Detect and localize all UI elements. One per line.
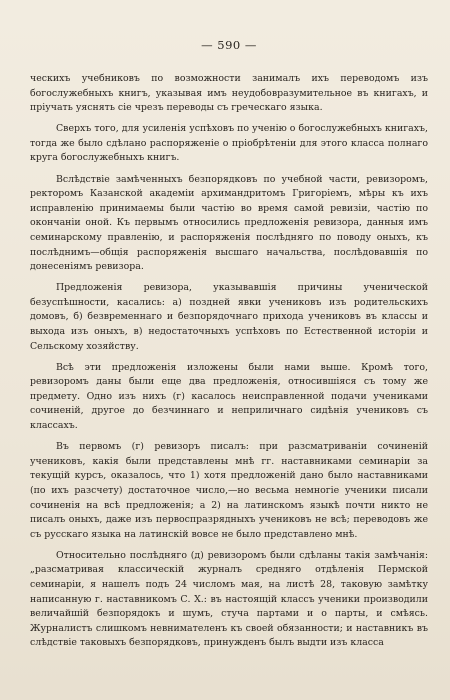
page-number: — 590 — [201,38,257,52]
body-text [30,72,428,651]
paragraph: Относительно послѣдняго (д) ревизоромъ были сдѣланы такія замѣчанія: „разсматривая классическій журналъ средняго отдѣленія Пермской семинаріи, я нашелъ подъ 24 числомъ мая, на листѣ 28, таковую замѣтку написанную г. наставникомъ С. Х.: въ настоящій классъ ученики производили величайшій безпорядокъ и шумъ, стуча партами и о парты, и смѣясь. Журналистъ слишкомъ невнимателенъ къ своей обязанности; и наставникъ въ слѣдствіе таковыхъ безпорядковъ, принужденъ былъ выдти изъ класса [30,549,428,649]
paragraph: Всѣ эти предложенія изложены были нами выше. Кромѣ того, ревизоромъ даны были еще два предложенія, относившіяся съ тому же предмету. Одно изъ нихъ (г) касалось неисправленной подачи учениками сочиненій, другое до безчиннаго и неприличнаго сидѣнія учениковъ съ классахъ. [30,361,428,432]
paragraph: ческихъ учебниковъ по возможности занималъ ихъ переводомъ изъ богослужебныхъ книгъ, указывая имъ неудобовразумительное въ книгахъ, и пріучать уяснять сіе чрезъ переводы съ греческаго языка. [30,73,428,114]
paragraph: Вслѣдствіе замѣченныхъ безпорядковъ по учебной части, ревизоромъ, ректоромъ Казанской академіи архимандритомъ Григоріемъ, мѣры къ ихъ исправленію принимаемы были частію во время самой ревизіи, частію по окончаніи оной. Къ первымъ относились предложенія ревизора, данныя имъ семинарскому правленію, и распоряженія послѣдняго по поводу оныхъ, къ послѣднимъ—общія распоряженія высшаго начальства, послѣдовавшія по донесеніямъ ревизора. [30,173,428,273]
paragraph: Предложенія ревизора, указывавшія причины ученической безуспѣшности, касались: а) поздней явки учениковъ изъ родительскихъ домовъ, б) безвременнаго и безпорядочнаго прихода учениковъ въ классы и выхода изъ оныхъ, в) недостаточныхъ успѣховъ по Естественной исторіи и Сельскому хозяйству. [30,282,428,352]
paragraph: Сверхъ того, для усиленія успѣховъ по ученію о богослужебныхъ книгахъ, тогда же было сдѣлано распоряженіе о пріобрѣтеніи для этого класса полнаго круга богослужебныхъ книгъ. [30,123,428,164]
paragraph: Въ первомъ (г) ревизоръ писалъ: при разсматриваніи сочиненій учениковъ, какія были представлены мнѣ гг. наставниками семинаріи за текущій курсъ, оказалось, что 1) хотя предложеній дано было наставниками (по ихъ разсчету) достаточное число,—но весьма немногіе ученики писали сочиненія на всѣ предложенія; а 2) на латинскомъ языкѣ почти никто не писалъ оныхъ, даже изъ первоспразрядныхъ учениковъ не всѣ; переводовъ же съ русскаго языка на латинскій вовсе не было представлено мнѣ. [30,441,428,540]
